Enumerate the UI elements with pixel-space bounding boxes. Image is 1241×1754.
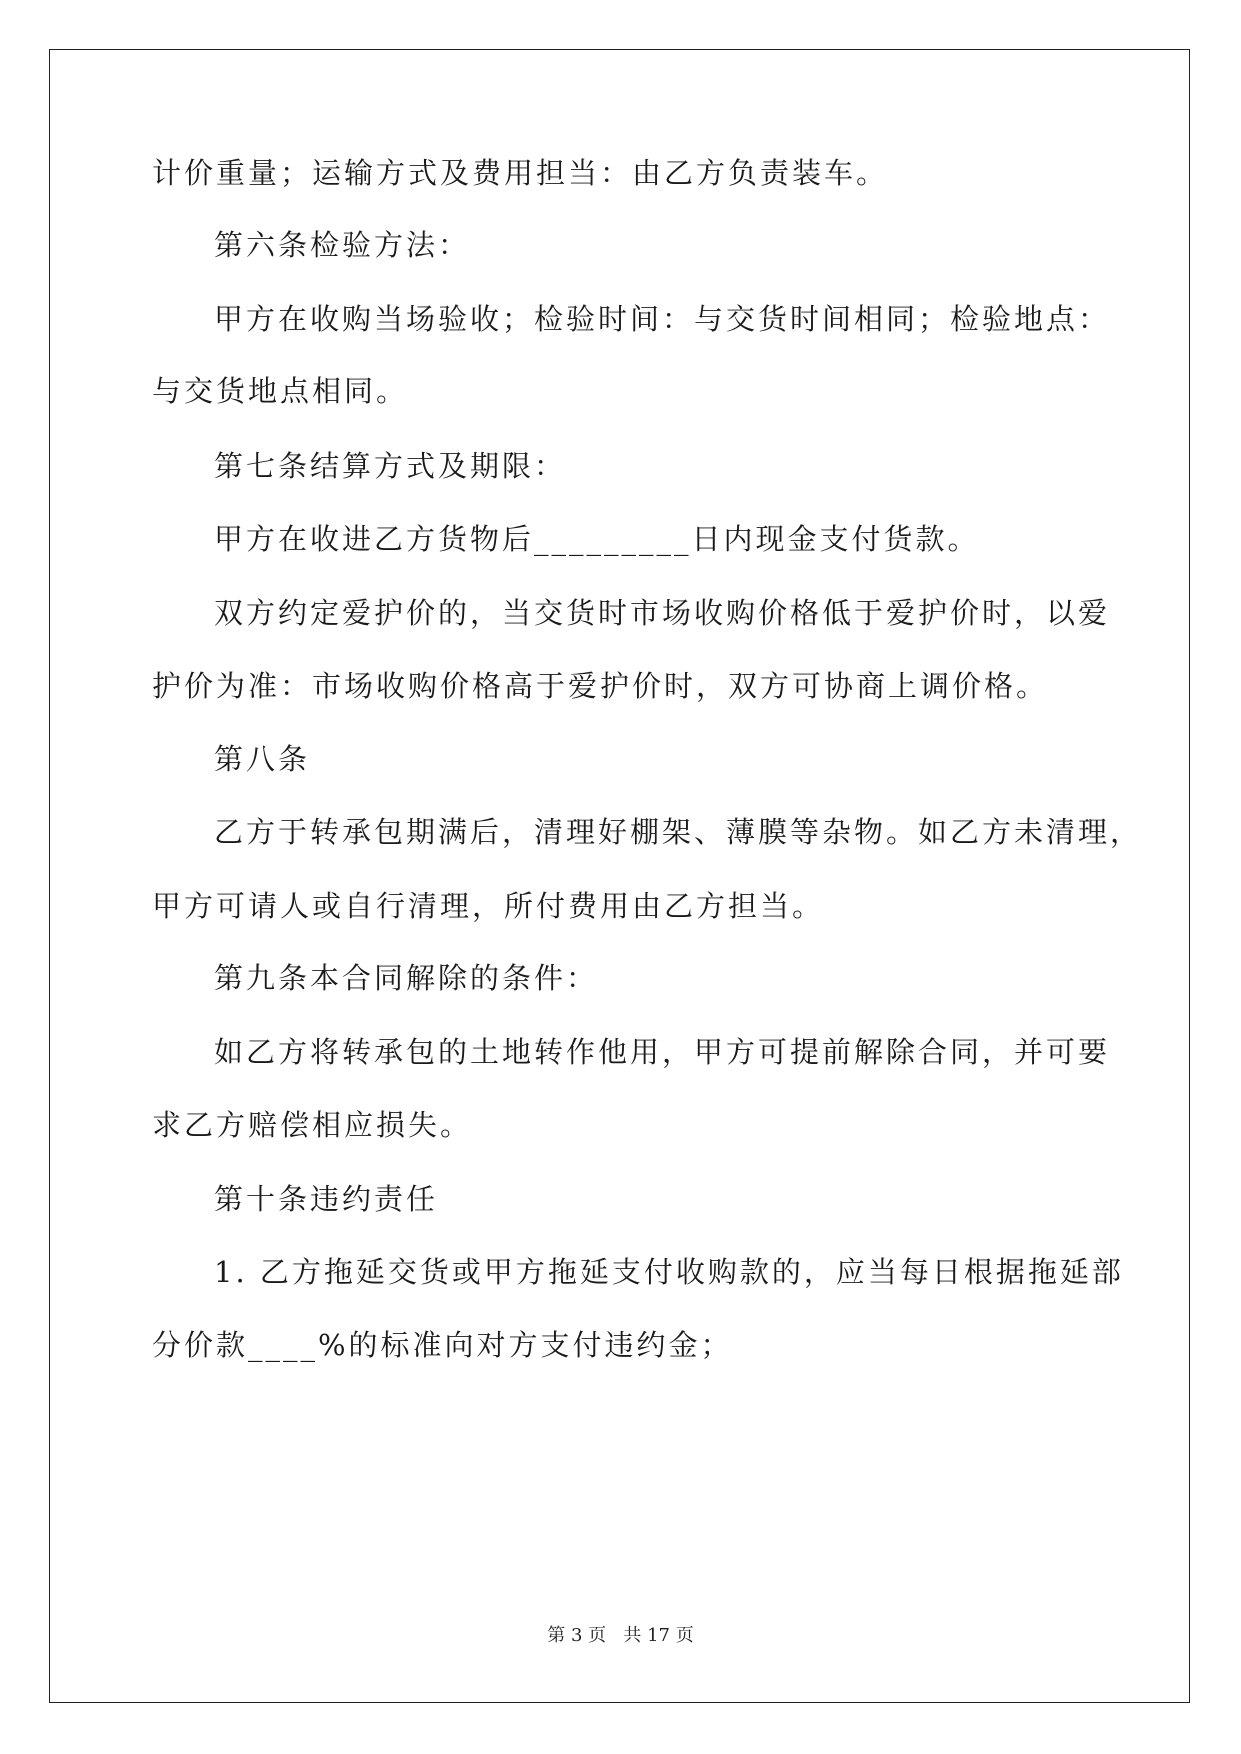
text-line: 乙方于转承包期满后，清理好棚架、薄膜等杂物。如乙方未清理， xyxy=(214,815,1143,849)
text-line: 双方约定爱护价的，当交货时市场收购价格低于爱护价时，以爱 xyxy=(214,596,1111,630)
page-footer xyxy=(0,1624,1241,1648)
text-line: 分价款____%的标准向对方支付违约金； xyxy=(152,1328,733,1362)
text-line: 甲方在收购当场验收；检验时间：与交货时间相同；检验地点： xyxy=(214,302,1111,336)
page-border xyxy=(49,49,1190,1703)
text-line: 护价为准：市场收购价格高于爱护价时，双方可协商上调价格。 xyxy=(152,669,1049,703)
section-heading-9: 第九条本合同解除的条件： xyxy=(214,961,599,995)
section-heading-8: 第八条 xyxy=(214,742,311,776)
text-line: 甲方可请人或自行清理，所付费用由乙方担当。 xyxy=(152,889,825,923)
page-number: 第 3 页 共 17 页 xyxy=(547,1625,694,1646)
text-line: 与交货地点相同。 xyxy=(152,374,409,408)
text-line: 求乙方赔偿相应损失。 xyxy=(152,1108,473,1142)
text-line: 1. 乙方拖延交货或甲方拖延支付收购款的，应当每日根据拖延部 xyxy=(214,1255,1124,1289)
section-heading-10: 第十条违约责任 xyxy=(214,1182,439,1216)
text-line: 甲方在收进乙方货物后_________日内现金支付货款。 xyxy=(214,522,980,556)
section-heading-7: 第七条结算方式及期限： xyxy=(214,449,567,483)
text-line: 如乙方将转承包的土地转作他用，甲方可提前解除合同，并可要 xyxy=(214,1035,1111,1069)
text-line: 计价重量；运输方式及费用担当：由乙方负责装车。 xyxy=(152,156,889,190)
section-heading-6: 第六条检验方法： xyxy=(214,228,471,262)
